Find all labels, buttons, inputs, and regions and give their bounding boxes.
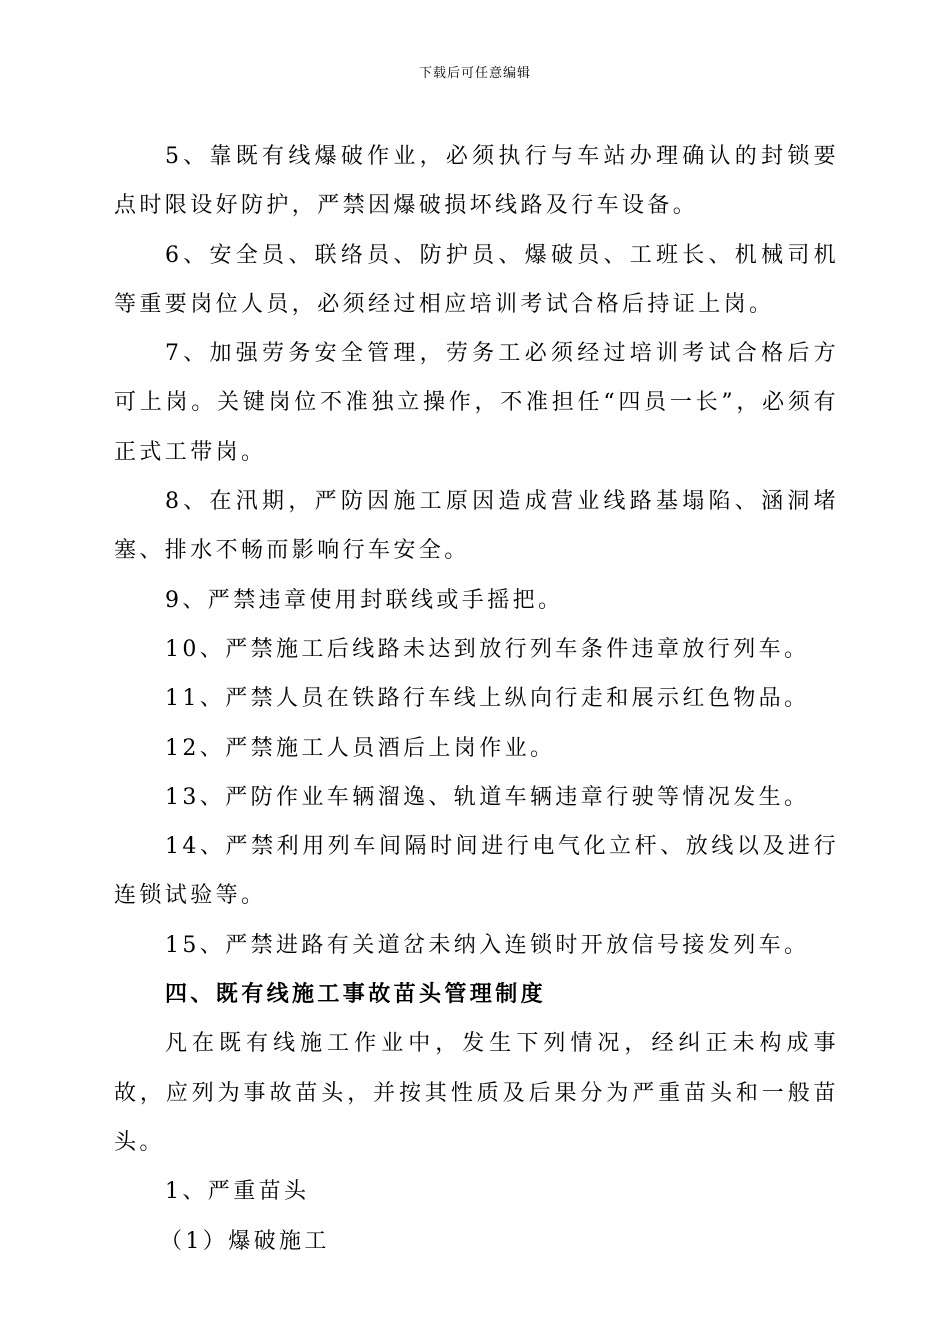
paragraph-item-5: 5、靠既有线爆破作业，必须执行与车站办理确认的封锁要点时限设好防护，严禁因爆破损坏线路及行车设备。 — [114, 144, 839, 219]
paragraph-subitem: （1）爆破施工 — [160, 1228, 330, 1254]
paragraph-subheading: 1、严重苗头 — [165, 1179, 310, 1205]
paragraph-item-6: 6、安全员、联络员、防护员、爆破员、工班长、机械司机等重要岗位人员，必须经过相应培训考试合格后持证上岗。 — [114, 242, 839, 317]
page-header: 下载后可任意编辑 — [418, 66, 531, 81]
paragraph-item-9: 9、严禁违章使用封联线或手摇把。 — [165, 587, 564, 613]
paragraph-item-7: 7、加强劳务安全管理，劳务工必须经过培训考试合格后方可上岗。关键岗位不准独立操作，不准担任“四员一长”，必须有正式工带岗。 — [114, 341, 839, 465]
paragraph-item-10: 10、严禁施工后线路未达到放行列车条件违章放行列车。 — [165, 636, 810, 662]
section-heading: 四、既有线施工事故苗头管理制度 — [165, 981, 547, 1008]
paragraph-item-14: 14、严禁利用列车间隔时间进行电气化立杆、放线以及进行连锁试验等。 — [114, 834, 839, 909]
document-body — [114, 132, 839, 1266]
paragraph-item-15: 15、严禁进路有关道岔未纳入连锁时开放信号接发列车。 — [165, 932, 810, 958]
paragraph-item-13: 13、严防作业车辆溜逸、轨道车辆违章行驶等情况发生。 — [165, 784, 810, 810]
paragraph-item-12: 12、严禁施工人员酒后上岗作业。 — [165, 735, 556, 761]
paragraph-item-8: 8、在汛期，严防因施工原因造成营业线路基塌陷、涵洞堵塞、排水不畅而影响行车安全。 — [114, 489, 839, 564]
paragraph-intro: 凡在既有线施工作业中，发生下列情况，经纠正未构成事故，应列为事故苗头，并按其性质及后果分为严重苗头和一般苗头。 — [114, 1031, 839, 1155]
paragraph-item-11: 11、严禁人员在铁路行车线上纵向行走和展示红色物品。 — [165, 686, 810, 712]
